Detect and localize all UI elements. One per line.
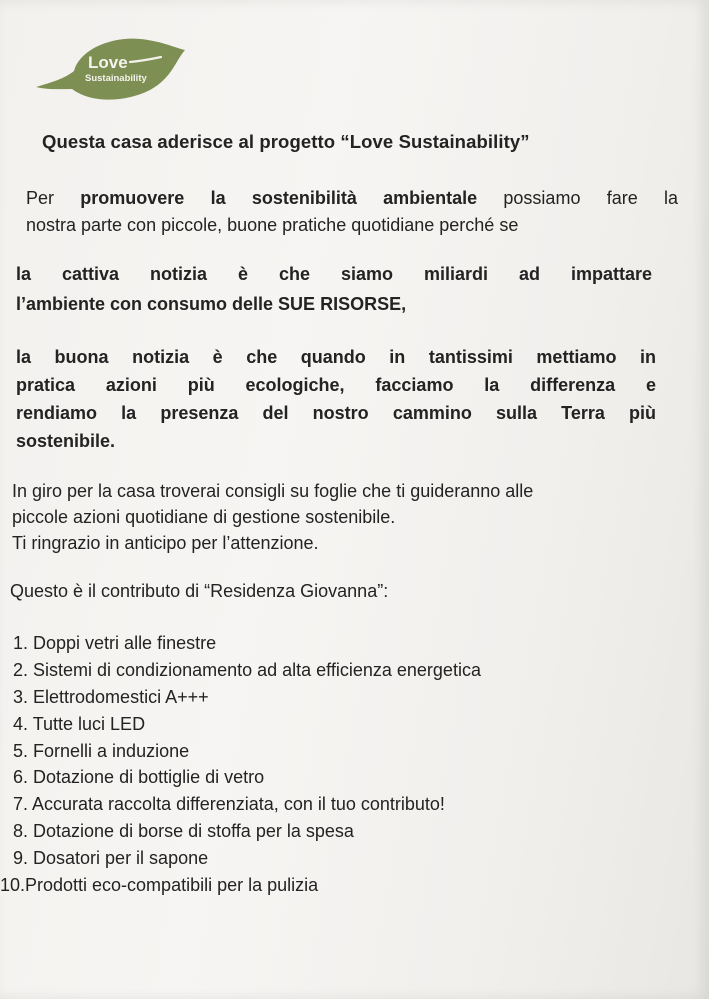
list-item xyxy=(0,872,481,899)
list-number: 8. xyxy=(12,821,28,842)
advice-line: In giro per la casa troverai consigli su foglie che ti guideranno alle xyxy=(12,481,534,501)
logo-text-sustainability: Sustainability xyxy=(85,73,147,84)
list-item xyxy=(0,657,481,684)
good-news-line: rendiamo la presenza del nostro cammino sulla Terra più xyxy=(16,403,656,423)
good-news-line: la buona notizia è che quando in tantissimi mettiamo in xyxy=(16,347,656,367)
list-text: Dotazione di bottiglie di vetro xyxy=(33,767,265,788)
advice-line: Ti ringrazio in anticipo per l’attenzione. xyxy=(12,533,319,553)
intro-paragraph xyxy=(26,185,678,239)
good-news-line: sostenibile. xyxy=(16,431,116,451)
list-number: 4. xyxy=(12,713,28,734)
advice-paragraph xyxy=(12,478,692,556)
bad-news-paragraph xyxy=(16,259,652,319)
intro-line-2: nostra parte con piccole, buone pratiche quotidiane perché se xyxy=(26,215,519,235)
bad-news-line: la cattiva notizia è che siamo miliardi ad impattare xyxy=(16,264,652,284)
love-sustainability-leaf-logo xyxy=(30,28,190,104)
good-news-paragraph xyxy=(16,343,656,455)
list-number: 1. xyxy=(12,633,28,653)
intro-text: Per xyxy=(26,188,81,208)
list-item xyxy=(0,711,481,738)
intro-text: possiamo fare la xyxy=(477,188,678,208)
list-number: 5. xyxy=(12,740,28,761)
advice-line: piccole azioni quotidiane di gestione sostenibile. xyxy=(12,507,396,527)
contribution-list xyxy=(0,630,481,899)
list-text: Accurata raccolta differenziata, con il tuo contributo! xyxy=(32,794,445,815)
list-item xyxy=(0,630,481,657)
bad-news-line: l’ambiente con consumo delle SUE RISORSE, xyxy=(16,294,407,314)
contribution-heading: Questo è il contributo di “Residenza Giovanna”: xyxy=(10,581,389,601)
list-text: Tutte luci LED xyxy=(32,713,146,734)
page-title: Questa casa aderisce al progetto “Love Sustainability” xyxy=(42,131,530,152)
list-text: Fornelli a induzione xyxy=(33,740,190,761)
list-item xyxy=(0,684,481,711)
list-number: 2. xyxy=(12,659,28,680)
list-number: 9. xyxy=(12,848,28,869)
list-text: Elettrodomestici A+++ xyxy=(33,686,209,707)
list-number: 7. xyxy=(12,794,28,815)
list-text: Dotazione di borse di stoffa per la spesa xyxy=(33,821,354,842)
list-item xyxy=(0,845,481,872)
list-item xyxy=(0,738,481,765)
list-text: Doppi vetri alle finestre xyxy=(33,633,217,653)
list-item xyxy=(0,791,481,818)
list-number: 6. xyxy=(12,767,28,788)
logo-text-love: Love xyxy=(88,53,128,72)
intro-line-1 xyxy=(26,185,678,212)
list-text: Prodotti eco-compatibili per la pulizia xyxy=(25,875,319,896)
list-number: 10. xyxy=(0,875,26,896)
intro-emphasis: promuovere la sostenibilità ambientale xyxy=(80,188,478,208)
list-text: Sistemi di condizionamento ad alta efficienza energetica xyxy=(33,659,481,680)
good-news-line: pratica azioni più ecologiche, facciamo la differenza e xyxy=(16,375,656,395)
list-item xyxy=(0,818,481,845)
list-item xyxy=(0,764,481,791)
list-text: Dosatori per il sapone xyxy=(33,848,209,869)
list-number: 3. xyxy=(12,686,28,707)
